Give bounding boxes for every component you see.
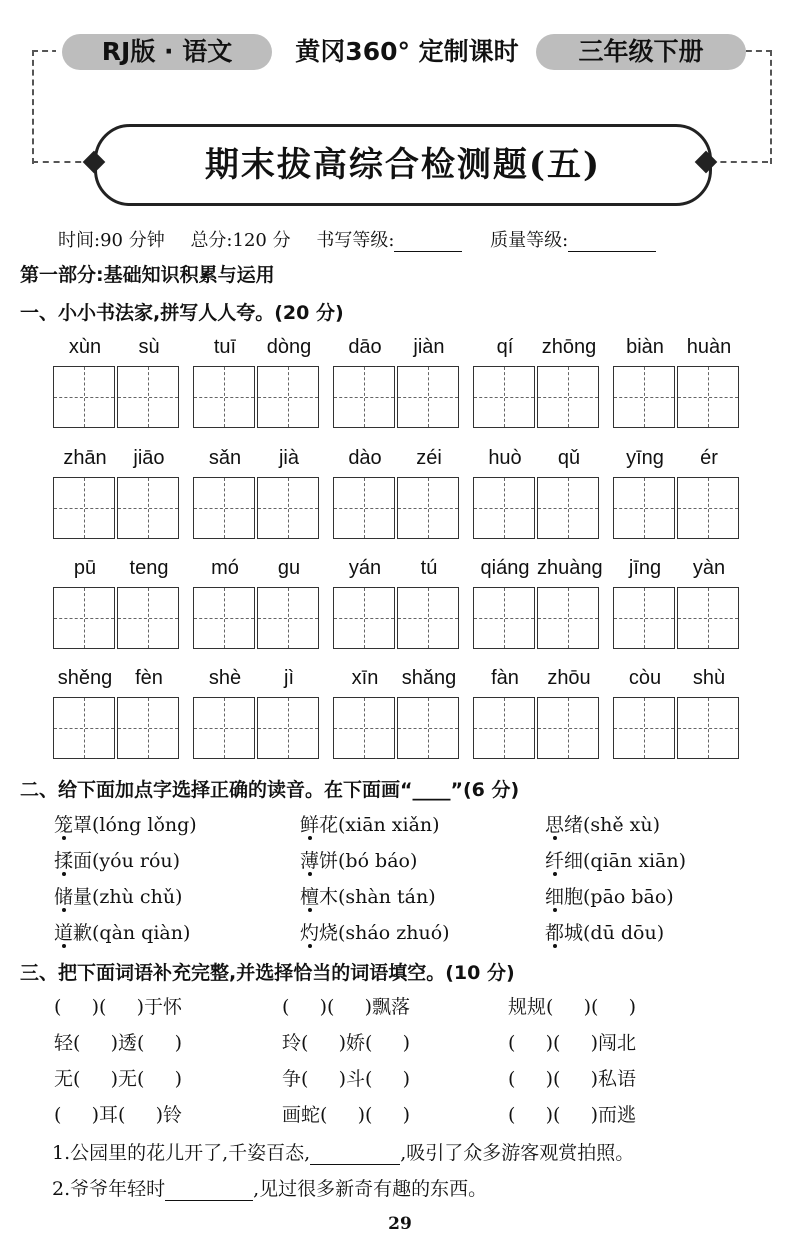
pinyin-label: tú: [420, 557, 438, 579]
writing-cell[interactable]: [473, 697, 535, 759]
pinyin-label: dào: [348, 447, 382, 469]
writing-cell[interactable]: [53, 477, 115, 539]
emphasis-dot: [553, 872, 557, 876]
idiom-blank-item[interactable]: ( )( )闯北: [508, 1032, 637, 1054]
emphasis-dot: [308, 836, 312, 840]
pinyin-label: zhōu: [547, 667, 591, 689]
pinyin-label: xùn: [68, 336, 102, 358]
idiom-blank-item[interactable]: ( )耳( )铃: [54, 1104, 183, 1126]
part-one-title: 第一部分:基础知识积累与运用: [20, 264, 275, 286]
writing-cell[interactable]: [53, 697, 115, 759]
pronunciation-item[interactable]: 都城(dū dōu): [545, 922, 665, 944]
pinyin-label: qí: [496, 336, 514, 358]
pinyin-label: gu: [277, 557, 301, 579]
pinyin-label: dāo: [348, 336, 382, 358]
pinyin-label: yàn: [692, 557, 726, 579]
writing-cell[interactable]: [193, 477, 255, 539]
pronunciation-item[interactable]: 细胞(pāo bāo): [545, 886, 674, 908]
pinyin-label: huàn: [686, 336, 732, 358]
writing-cell[interactable]: [537, 366, 599, 428]
emphasis-dot: [62, 944, 66, 948]
emphasis-dot: [553, 836, 557, 840]
emphasis-dot: [62, 872, 66, 876]
pinyin-label: shè: [208, 667, 242, 689]
writing-cell[interactable]: [537, 587, 599, 649]
page-title: 期末拔高综合检测题(五): [94, 124, 712, 206]
writing-cell[interactable]: [117, 477, 179, 539]
pinyin-label: sù: [138, 336, 160, 358]
emphasis-dot: [62, 836, 66, 840]
page-number: 29: [388, 1214, 412, 1234]
writing-cell[interactable]: [677, 697, 739, 759]
idiom-blank-item[interactable]: 争( )斗( ): [282, 1068, 411, 1090]
pronunciation-item[interactable]: 思绪(shě xù): [545, 814, 661, 836]
pinyin-label: jià: [278, 447, 299, 469]
pinyin-label: dòng: [266, 336, 312, 358]
pronunciation-item[interactable]: 揉面(yóu róu): [54, 850, 181, 872]
writing-cell[interactable]: [397, 697, 459, 759]
pinyin-label: yīng: [626, 447, 664, 469]
emphasis-dot: [308, 872, 312, 876]
pinyin-label: còu: [628, 667, 662, 689]
quality-grade-label: 质量等级:: [490, 230, 569, 251]
pinyin-label: fèn: [135, 667, 163, 689]
q2-blank[interactable]: [165, 1182, 253, 1201]
quality-grade-blank[interactable]: [568, 233, 656, 252]
pinyin-label: biàn: [626, 336, 664, 358]
pinyin-label: tuī: [213, 336, 237, 358]
writing-cell[interactable]: [53, 587, 115, 649]
writing-cell[interactable]: [677, 366, 739, 428]
fill-question-1: [52, 1138, 634, 1165]
writing-cell[interactable]: [193, 587, 255, 649]
pinyin-label: zéi: [416, 447, 442, 469]
pinyin-label: huò: [488, 447, 522, 469]
writing-cell[interactable]: [613, 587, 675, 649]
pinyin-label: zhān: [63, 447, 107, 469]
pinyin-label: shǎng: [401, 667, 457, 689]
writing-cell[interactable]: [473, 366, 535, 428]
writing-cell[interactable]: [333, 477, 395, 539]
idiom-blank-item[interactable]: ( )( )于怀: [54, 996, 183, 1018]
writing-cell[interactable]: [537, 697, 599, 759]
fill-question-2: [52, 1174, 487, 1201]
idiom-blank-item[interactable]: ( )( )而逃: [508, 1104, 637, 1126]
writing-cell[interactable]: [397, 366, 459, 428]
q1-blank[interactable]: [310, 1146, 400, 1165]
pronunciation-item[interactable]: 道歉(qàn qiàn): [54, 922, 191, 944]
pinyin-label: qǔ: [557, 447, 581, 469]
series-title: 黄冈360° 定制课时: [295, 37, 519, 66]
emphasis-dot: [308, 944, 312, 948]
pinyin-label: pū: [73, 557, 97, 579]
emphasis-dot: [308, 908, 312, 912]
idiom-blank-item[interactable]: 规规( )( ): [508, 996, 637, 1018]
exam-info: [58, 226, 676, 252]
writing-cell[interactable]: [117, 697, 179, 759]
pinyin-label: shù: [692, 667, 726, 689]
writing-cell[interactable]: [257, 587, 319, 649]
writing-cell[interactable]: [613, 477, 675, 539]
emphasis-dot: [553, 908, 557, 912]
pinyin-label: mó: [211, 557, 239, 579]
pinyin-label: yán: [348, 557, 382, 579]
edition-tag: RJ版 · 语文: [62, 34, 272, 70]
writing-cell[interactable]: [193, 697, 255, 759]
writing-cell[interactable]: [537, 477, 599, 539]
writing-cell[interactable]: [257, 366, 319, 428]
pinyin-label: xīn: [351, 667, 379, 689]
pinyin-label: shěng: [57, 667, 113, 689]
q1-text-a: 1.公园里的花儿开了,千姿百态,: [52, 1142, 311, 1164]
pronunciation-item[interactable]: 薄饼(bó báo): [300, 850, 418, 872]
pinyin-label: qiáng: [480, 557, 530, 579]
pronunciation-item[interactable]: 檀木(shàn tán): [300, 886, 436, 908]
writing-cell[interactable]: [257, 477, 319, 539]
idiom-blank-item[interactable]: ( )( )私语: [508, 1068, 637, 1090]
q2-text-b: ,见过很多新奇有趣的东西。: [253, 1178, 488, 1200]
pinyin-label: zhuàng: [537, 557, 603, 579]
writing-cell[interactable]: [333, 697, 395, 759]
section-three-title: 三、把下面词语补充完整,并选择恰当的词语填空。(10 分): [20, 962, 515, 984]
writing-cell[interactable]: [117, 366, 179, 428]
pinyin-label: teng: [129, 557, 169, 579]
pronunciation-item[interactable]: 鲜花(xiān xiǎn): [300, 814, 440, 836]
title-right-dash: [710, 161, 768, 163]
writing-cell[interactable]: [333, 366, 395, 428]
writing-cell[interactable]: [53, 366, 115, 428]
writing-cell[interactable]: [193, 366, 255, 428]
pinyin-label: fàn: [491, 667, 519, 689]
pronunciation-item[interactable]: 纤细(qiān xiān): [545, 850, 687, 872]
writing-cell[interactable]: [613, 366, 675, 428]
section-two-title: 二、给下面加点字选择正确的读音。在下面画“____”(6 分): [20, 779, 520, 801]
pinyin-label: zhōng: [541, 336, 597, 358]
writing-cell[interactable]: [397, 587, 459, 649]
idiom-blank-item[interactable]: 玲( )娇( ): [282, 1032, 411, 1054]
writing-cell[interactable]: [473, 587, 535, 649]
idiom-blank-item[interactable]: 无( )无( ): [54, 1068, 183, 1090]
pinyin-label: jì: [284, 667, 294, 689]
q2-text-a: 2.爷爷年轻时: [52, 1178, 166, 1200]
writing-cell[interactable]: [677, 477, 739, 539]
pinyin-label: jiàn: [413, 336, 445, 358]
writing-cell[interactable]: [613, 697, 675, 759]
pronunciation-item[interactable]: 笼罩(lóng lǒng): [54, 814, 197, 836]
writing-cell[interactable]: [257, 697, 319, 759]
idiom-blank-item[interactable]: ( )( )飘落: [282, 996, 411, 1018]
q1-text-b: ,吸引了众多游客观赏拍照。: [400, 1142, 635, 1164]
pinyin-label: jīng: [628, 557, 662, 579]
writing-cell[interactable]: [117, 587, 179, 649]
pinyin-label: ér: [700, 447, 718, 469]
grade-tag: 三年级下册: [536, 34, 746, 70]
total-score: 总分:120 分: [190, 230, 291, 251]
idiom-blank-item[interactable]: 轻( )透( ): [54, 1032, 183, 1054]
pinyin-label: jiāo: [133, 447, 165, 469]
emphasis-dot: [553, 944, 557, 948]
pronunciation-item[interactable]: 储量(zhù chǔ): [54, 886, 183, 908]
pinyin-label: sǎn: [208, 447, 242, 469]
idiom-blank-item[interactable]: 画蛇( )( ): [282, 1104, 411, 1126]
writing-cell[interactable]: [473, 477, 535, 539]
section-one-title: 一、小小书法家,拼写人人夸。(20 分): [20, 302, 344, 324]
emphasis-dot: [62, 908, 66, 912]
writing-cell[interactable]: [333, 587, 395, 649]
writing-grade-blank[interactable]: [394, 233, 462, 252]
writing-grade-label: 书写等级:: [316, 230, 395, 251]
writing-cell[interactable]: [397, 477, 459, 539]
pronunciation-item[interactable]: 灼烧(sháo zhuó): [300, 922, 450, 944]
writing-cell[interactable]: [677, 587, 739, 649]
time-limit: 时间:90 分钟: [58, 230, 165, 251]
